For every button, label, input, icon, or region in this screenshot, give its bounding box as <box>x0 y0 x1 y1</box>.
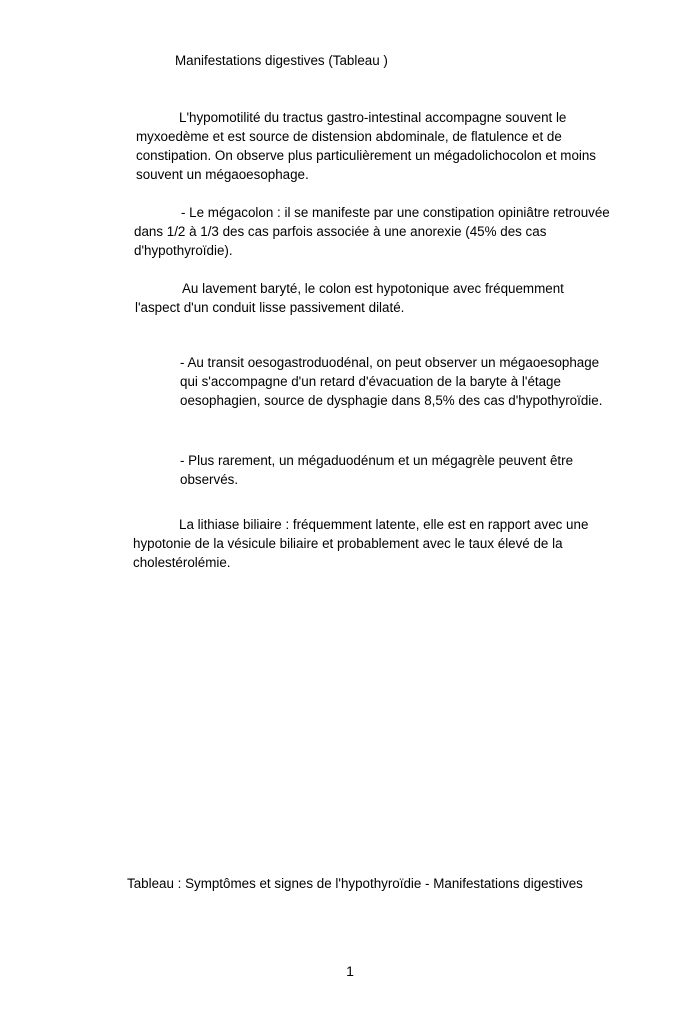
paragraph-line: observés. <box>180 472 239 487</box>
paragraph-line: l'aspect d'un conduit lisse passivement dilaté. <box>135 300 405 315</box>
paragraph-megaoesophagus <box>180 353 602 410</box>
document-title <box>175 51 388 70</box>
paragraph-line: La lithiase biliaire : fréquemment latente, elle est en rapport avec une <box>179 517 589 532</box>
paragraph-line: d'hypothyroïdie). <box>134 243 233 258</box>
paragraph-line: oesophagien, source de dysphagie dans 8,5% des cas d'hypothyroïdie. <box>180 393 603 408</box>
page-number <box>0 962 700 981</box>
table-caption <box>127 874 583 893</box>
page-number-text: 1 <box>346 963 354 979</box>
paragraph-line: hypotonie de la vésicule biliaire et probablement avec le taux élevé de la <box>133 536 563 551</box>
paragraph-hypomotility <box>136 108 596 184</box>
paragraph-line: - Au transit oesogastroduodénal, on peut observer un mégaoesophage <box>180 355 600 370</box>
paragraph-line: - Le mégacolon : il se manifeste par une constipation opiniâtre retrouvée <box>181 205 610 220</box>
paragraph-line: Au lavement baryté, le colon est hypotonique avec fréquemment <box>182 281 564 296</box>
paragraph-line: constipation. On observe plus particulièrement un mégadolichocolon et moins <box>136 148 597 163</box>
paragraph-biliary-lithiasis <box>133 515 588 572</box>
paragraph-line: souvent un mégaoesophage. <box>136 167 309 182</box>
paragraph-line: qui s'accompagne d'un retard d'évacuation de la baryte à l'étage <box>180 374 561 389</box>
paragraph-megaduodenum <box>180 451 573 489</box>
paragraph-line: dans 1/2 à 1/3 des cas parfois associée à une anorexie (45% des cas <box>134 224 547 239</box>
paragraph-line: - Plus rarement, un mégaduodénum et un mégagrèle peuvent être <box>180 453 574 468</box>
paragraph-line: cholestérolémie. <box>133 555 231 570</box>
caption-text: Tableau : Symptômes et signes de l'hypothyroïdie - Manifestations digestives <box>127 876 583 891</box>
paragraph-megacolon <box>134 203 610 260</box>
paragraph-line: myxoedème et est source de distension abdominale, de flatulence et de <box>136 129 562 144</box>
paragraph-barium-enema <box>135 279 564 317</box>
title-text: Manifestations digestives (Tableau ) <box>175 53 388 68</box>
paragraph-line: L'hypomotilité du tractus gastro-intestinal accompagne souvent le <box>179 110 567 125</box>
